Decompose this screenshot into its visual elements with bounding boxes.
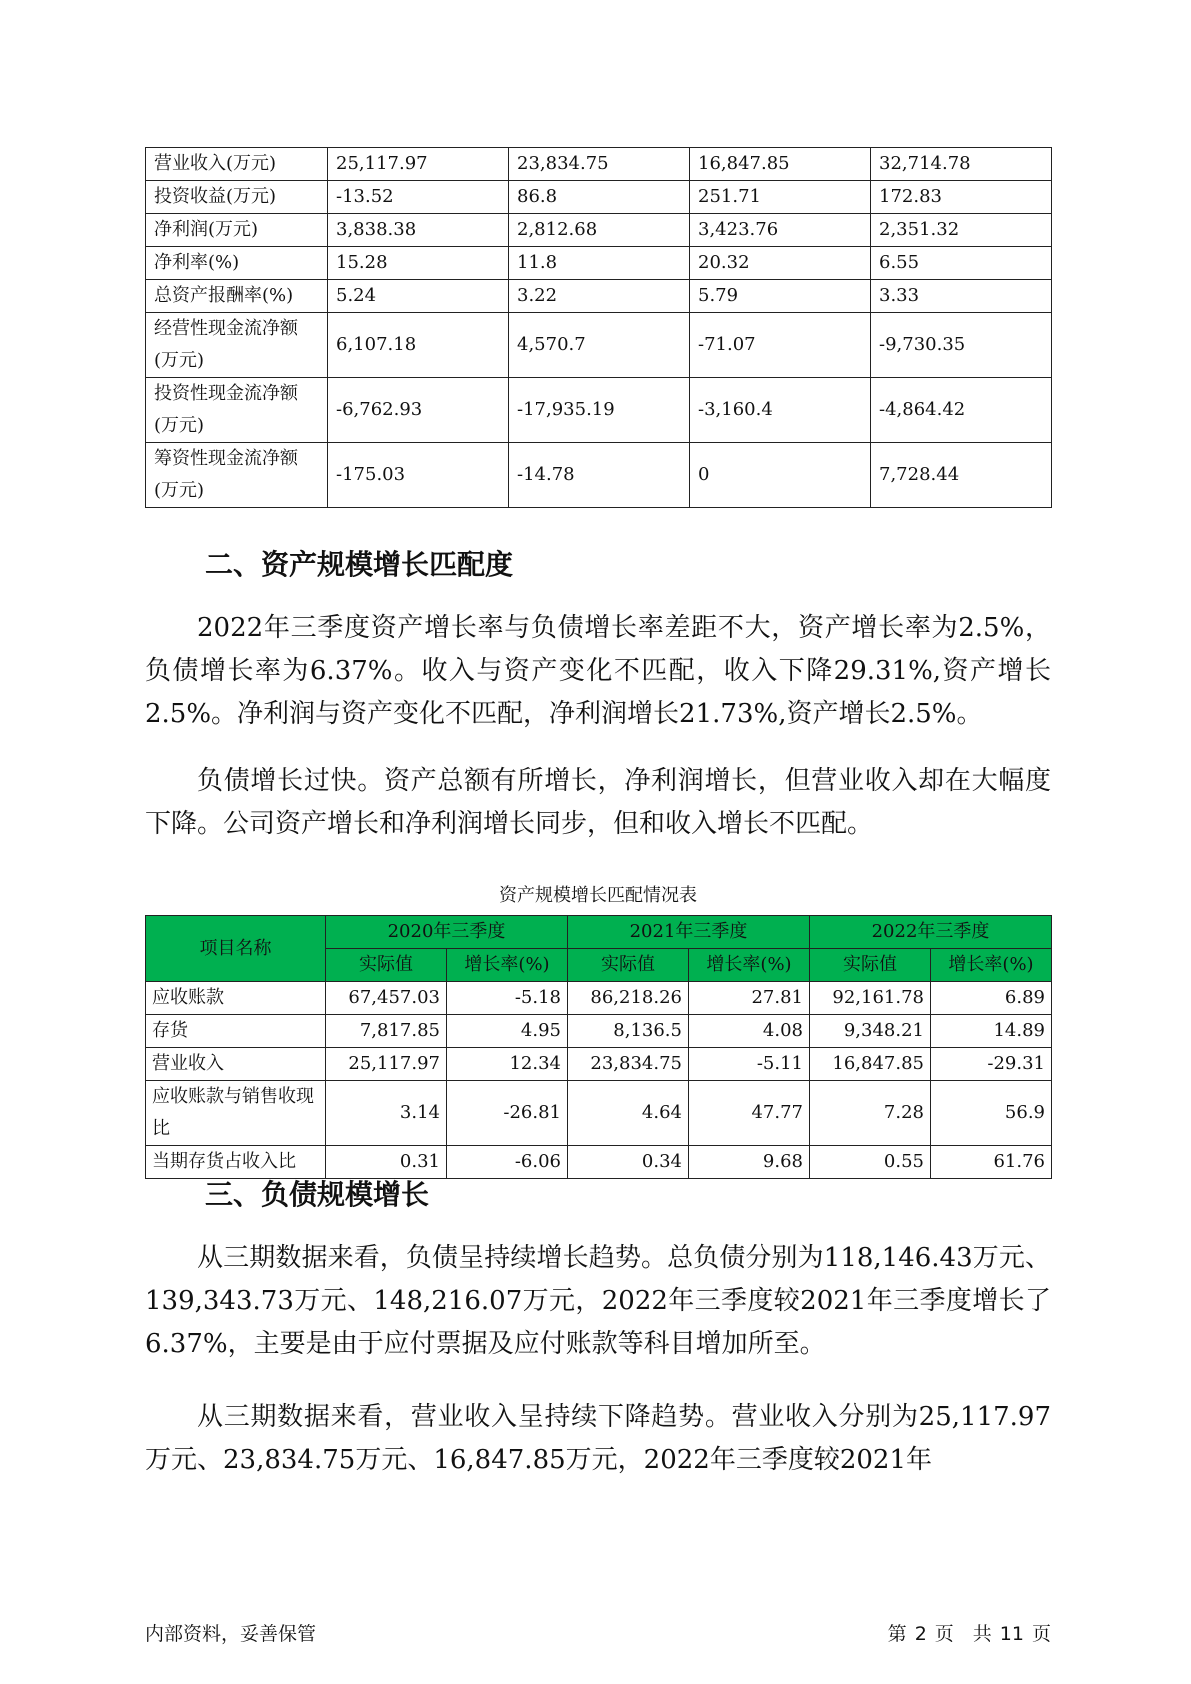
- row-label: 存货: [146, 1015, 326, 1048]
- table-cell: -3,160.4: [690, 378, 871, 443]
- subheader-growth: 增长率(%): [931, 949, 1052, 982]
- footer-confidential-note: 内部资料，妥善保管: [145, 1623, 317, 1645]
- table-cell: -175.03: [328, 443, 509, 508]
- table-cell: 86.8: [509, 181, 690, 214]
- table-cell: 7.28: [810, 1081, 931, 1146]
- table-cell: 3.33: [871, 280, 1052, 313]
- table-cell: -4,864.42: [871, 378, 1052, 443]
- table-row: [146, 1081, 1052, 1146]
- table-cell: 25,117.97: [328, 148, 509, 181]
- financial-indicators-body: [146, 148, 1052, 508]
- table-cell: 8,136.5: [568, 1015, 689, 1048]
- table-cell: 2,812.68: [509, 214, 690, 247]
- section3-heading: 三、负债规模增长: [205, 1178, 430, 1211]
- footer-page-number: [888, 1622, 1051, 1646]
- table-cell: -9,730.35: [871, 313, 1052, 378]
- table-cell: 7,817.85: [326, 1015, 447, 1048]
- table-cell: 16,847.85: [690, 148, 871, 181]
- section2-paragraph-2: 负债增长过快。资产总额有所增长，净利润增长，但营业收入却在大幅度下降。公司资产增长和净利润增长同步，但和收入增长不匹配。: [145, 766, 1051, 839]
- table-cell: 92,161.78: [810, 982, 931, 1015]
- table-cell: 2,351.32: [871, 214, 1052, 247]
- col-header-item: 项目名称: [146, 916, 326, 982]
- page-prefix: 第: [887, 1623, 907, 1645]
- page-mid: 页 共: [934, 1623, 992, 1645]
- table-cell: 16,847.85: [810, 1048, 931, 1081]
- table-row: [146, 443, 1052, 508]
- table-cell: 15.28: [328, 247, 509, 280]
- table-cell: 172.83: [871, 181, 1052, 214]
- table-cell: 3.22: [509, 280, 690, 313]
- table-cell: 20.32: [690, 247, 871, 280]
- row-label: 筹资性现金流净额(万元): [146, 443, 328, 508]
- row-label: 营业收入(万元): [146, 148, 328, 181]
- table-cell: 32,714.78: [871, 148, 1052, 181]
- table-cell: 5.24: [328, 280, 509, 313]
- table-cell: 6,107.18: [328, 313, 509, 378]
- row-label: 应收账款与销售收现比: [146, 1081, 326, 1146]
- table-cell: -6.06: [447, 1146, 568, 1179]
- table-cell: 9.68: [689, 1146, 810, 1179]
- row-label: 总资产报酬率(%): [146, 280, 328, 313]
- page-current: 2: [914, 1623, 927, 1645]
- col-header-period-2021: 2021年三季度: [568, 916, 810, 949]
- page-total: 11: [999, 1623, 1024, 1645]
- financial-indicators-table: [145, 147, 1052, 508]
- table-cell: 3,423.76: [690, 214, 871, 247]
- table-cell: 25,117.97: [326, 1048, 447, 1081]
- table-row: [146, 982, 1052, 1015]
- table-cell: 86,218.26: [568, 982, 689, 1015]
- table-cell: 251.71: [690, 181, 871, 214]
- table-row: [146, 1146, 1052, 1179]
- table-cell: -6,762.93: [328, 378, 509, 443]
- col-header-period-2022: 2022年三季度: [810, 916, 1052, 949]
- page-suffix: 页: [1031, 1623, 1051, 1645]
- table-cell: 0: [690, 443, 871, 508]
- asset-growth-match-body: [146, 982, 1052, 1179]
- table-row: [146, 214, 1052, 247]
- table-cell: -71.07: [690, 313, 871, 378]
- table-cell: 7,728.44: [871, 443, 1052, 508]
- table-cell: 56.9: [931, 1081, 1052, 1146]
- table-cell: 6.89: [931, 982, 1052, 1015]
- table-cell: 4.95: [447, 1015, 568, 1048]
- row-label: 应收账款: [146, 982, 326, 1015]
- subheader-growth: 增长率(%): [689, 949, 810, 982]
- col-header-period-2020: 2020年三季度: [326, 916, 568, 949]
- table-cell: -14.78: [509, 443, 690, 508]
- row-label: 营业收入: [146, 1048, 326, 1081]
- table-cell: 23,834.75: [568, 1048, 689, 1081]
- table-cell: 27.81: [689, 982, 810, 1015]
- table-cell: 14.89: [931, 1015, 1052, 1048]
- table-cell: 12.34: [447, 1048, 568, 1081]
- table-cell: 0.55: [810, 1146, 931, 1179]
- table-cell: 4.08: [689, 1015, 810, 1048]
- table-cell: 3.14: [326, 1081, 447, 1146]
- table-cell: -29.31: [931, 1048, 1052, 1081]
- subheader-actual: 实际值: [568, 949, 689, 982]
- table-row: [146, 247, 1052, 280]
- table-cell: 23,834.75: [509, 148, 690, 181]
- subheader-growth: 增长率(%): [447, 949, 568, 982]
- row-label: 净利率(%): [146, 247, 328, 280]
- table-row: [146, 1015, 1052, 1048]
- table-cell: 4,570.7: [509, 313, 690, 378]
- table2-caption: 资产规模增长匹配情况表: [499, 885, 697, 906]
- row-label: 投资性现金流净额(万元): [146, 378, 328, 443]
- row-label: 经营性现金流净额(万元): [146, 313, 328, 378]
- table-cell: 3,838.38: [328, 214, 509, 247]
- table-cell: 0.31: [326, 1146, 447, 1179]
- table-cell: 47.77: [689, 1081, 810, 1146]
- table-cell: 0.34: [568, 1146, 689, 1179]
- section2-heading: 二、资产规模增长匹配度: [205, 548, 514, 581]
- asset-growth-match-table: [145, 915, 1052, 1179]
- row-label: 投资收益(万元): [146, 181, 328, 214]
- subheader-actual: 实际值: [810, 949, 931, 982]
- row-label: 净利润(万元): [146, 214, 328, 247]
- subheader-actual: 实际值: [326, 949, 447, 982]
- table-cell: 6.55: [871, 247, 1052, 280]
- table-cell: 4.64: [568, 1081, 689, 1146]
- table-cell: 5.79: [690, 280, 871, 313]
- table-cell: 11.8: [509, 247, 690, 280]
- table-row: [146, 313, 1052, 378]
- table-cell: -5.11: [689, 1048, 810, 1081]
- table-cell: 9,348.21: [810, 1015, 931, 1048]
- row-label: 当期存货占收入比: [146, 1146, 326, 1179]
- table-row: [146, 148, 1052, 181]
- table-row: [146, 378, 1052, 443]
- table-cell: -5.18: [447, 982, 568, 1015]
- table-row: [146, 280, 1052, 313]
- section3-paragraph-1: 从三期数据来看，负债呈持续增长趋势。总负债分别为118,146.43万元、139,343.73万元、148,216.07万元，2022年三季度较2021年三季度增长了6.37%，主要是由于应付票据及应付账款等科目增加所至。: [145, 1243, 1051, 1359]
- section3-paragraph-2: 从三期数据来看，营业收入呈持续下降趋势。营业收入分别为25,117.97万元、23,834.75万元、16,847.85万元，2022年三季度较2021年: [145, 1402, 1051, 1475]
- table-cell: 61.76: [931, 1146, 1052, 1179]
- table-row: [146, 1048, 1052, 1081]
- table-cell: -26.81: [447, 1081, 568, 1146]
- table-cell: -17,935.19: [509, 378, 690, 443]
- table-cell: 67,457.03: [326, 982, 447, 1015]
- section2-paragraph-1: 2022年三季度资产增长率与负债增长率差距不大，资产增长率为2.5%，负债增长率为6.37%。收入与资产变化不匹配，收入下降29.31%,资产增长2.5%。净利润与资产变化不匹配，净利润增长21.73%,资产增长2.5%。: [145, 613, 1051, 729]
- table-cell: -13.52: [328, 181, 509, 214]
- table-row: [146, 181, 1052, 214]
